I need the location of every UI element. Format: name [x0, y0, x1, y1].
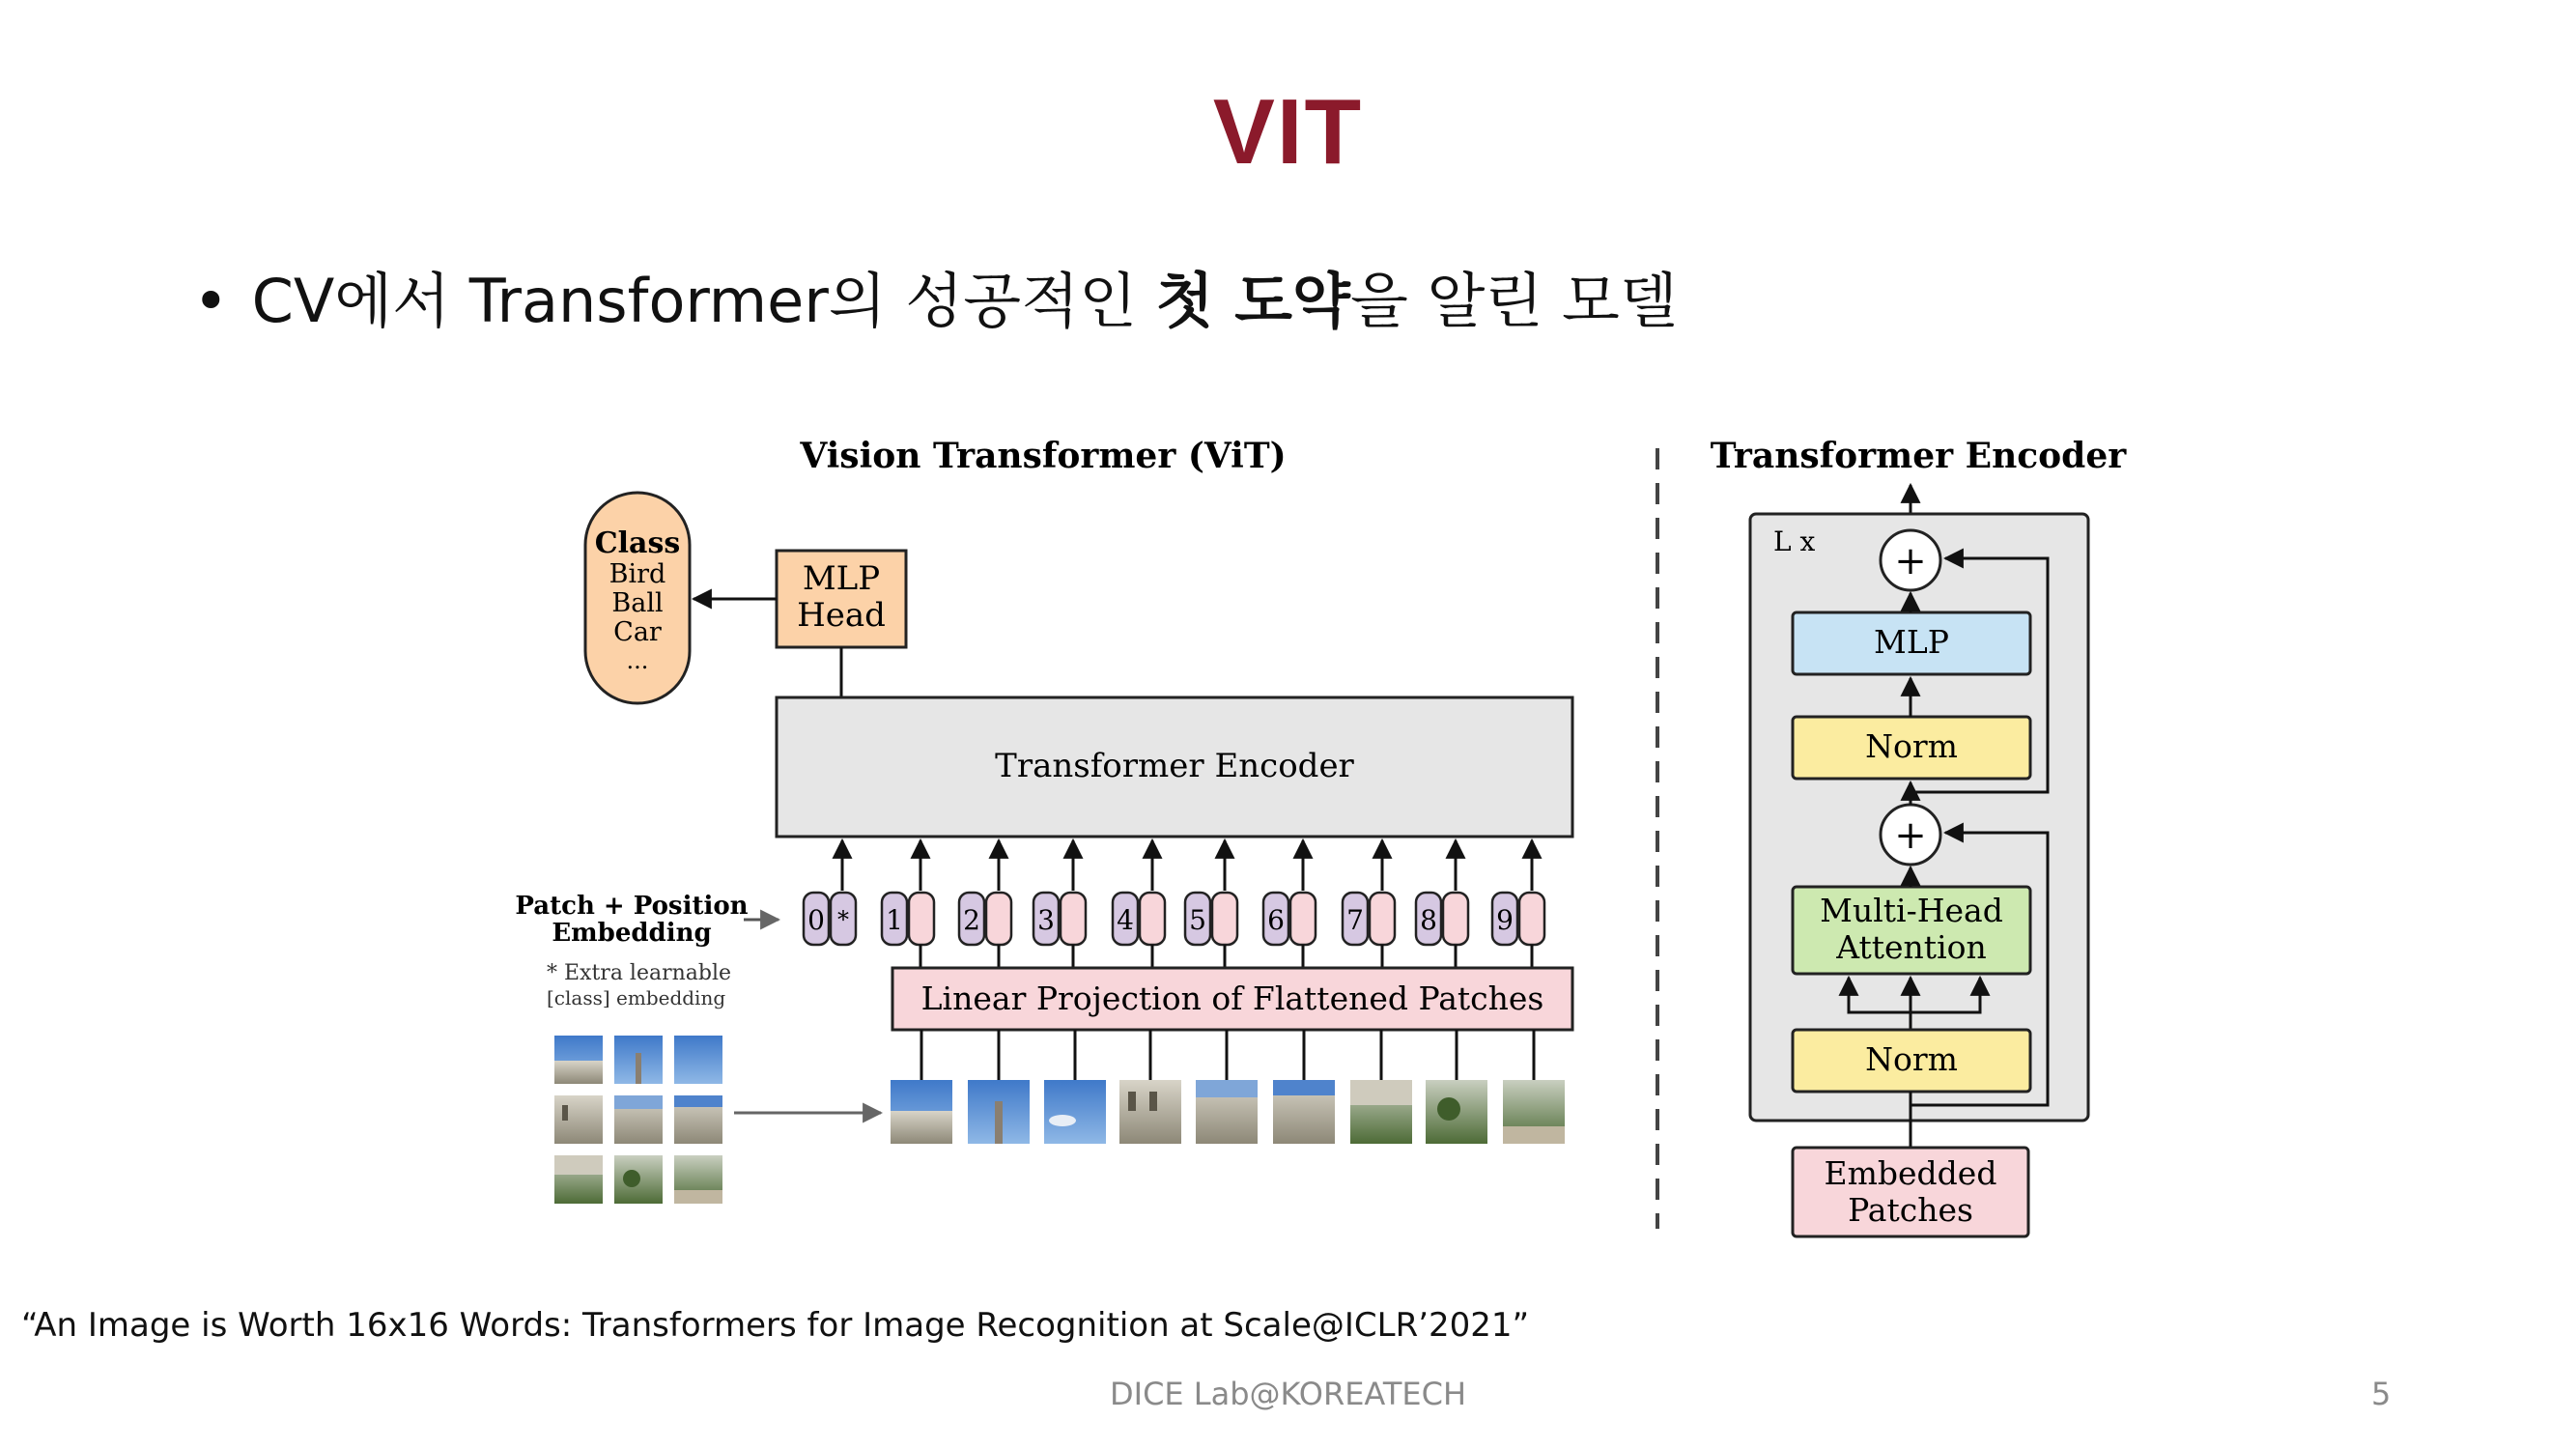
class-item-bird: Bird: [609, 559, 666, 589]
class-title: Class: [594, 526, 681, 560]
flattened-patch-sequence: [891, 1080, 1565, 1144]
grid-tile: [674, 1095, 722, 1144]
patch-to-projection-lines: [921, 1030, 1534, 1080]
encoder-mlp-label: MLP: [1874, 623, 1949, 661]
class-item-ball: Ball: [611, 588, 664, 618]
token-label-5: 5: [1189, 904, 1206, 936]
bullet-dot: •: [193, 266, 229, 336]
footer-lab: DICE Lab@KOREATECH: [1109, 1376, 1466, 1412]
grid-tile: [614, 1036, 663, 1084]
patch-label-line2: Embedding: [552, 919, 712, 948]
token-6: [1263, 893, 1316, 945]
bullet-part2: 을 알린 모델: [1349, 266, 1678, 336]
vit-title: Vision Transformer (ViT): [800, 436, 1287, 476]
token-8: [1416, 893, 1468, 945]
patch-image: [1119, 1080, 1181, 1144]
bullet-bold: 첫 도약: [1155, 266, 1350, 336]
patch-image: [891, 1080, 952, 1144]
token-label-8: 8: [1420, 904, 1437, 936]
class-item-car: Car: [613, 617, 662, 647]
grid-tile: [614, 1155, 663, 1204]
token-label-3: 3: [1037, 904, 1055, 936]
grid-tile: [554, 1155, 603, 1204]
class-token-star: *: [837, 906, 849, 933]
grid-tile: [674, 1036, 722, 1084]
source-image-grid: [554, 1036, 722, 1204]
encoder-title: Transformer Encoder: [1710, 436, 2127, 476]
mlp-head-line1: MLP: [802, 559, 881, 598]
token-3: [1033, 893, 1086, 945]
embedded-line1: Embedded: [1824, 1154, 1997, 1192]
token-2: [959, 893, 1011, 945]
patch-label-line1: Patch + Position: [515, 892, 749, 921]
grid-tile: [614, 1095, 663, 1144]
patch-image: [1044, 1080, 1106, 1144]
token-5: [1185, 893, 1237, 945]
page-number: 5: [2371, 1376, 2392, 1412]
mlp-head-line2: Head: [797, 596, 886, 635]
attention-line1: Multi-Head: [1820, 892, 2003, 929]
token-label-9: 9: [1496, 904, 1514, 936]
token-label-4: 4: [1117, 904, 1134, 936]
patch-image: [1426, 1080, 1487, 1144]
token-7: [1343, 893, 1395, 945]
token-label-2: 2: [963, 904, 980, 936]
token-label-0: 0: [807, 904, 825, 936]
token-to-encoder-arrows: [842, 840, 1532, 891]
patch-image: [1503, 1080, 1565, 1144]
token-label-1: 1: [886, 904, 903, 936]
note-line2: [class] embedding: [547, 986, 726, 1009]
patch-image: [1196, 1080, 1258, 1144]
transformer-encoder-label: Transformer Encoder: [995, 747, 1354, 785]
plus-label-upper: +: [1894, 539, 1927, 583]
class-token: [804, 893, 856, 945]
embedded-line2: Patches: [1848, 1191, 1973, 1229]
class-item-more: ...: [626, 647, 649, 674]
grid-tile: [674, 1155, 722, 1204]
grid-tile: [554, 1036, 603, 1084]
grid-tile: [554, 1095, 603, 1144]
bullet-part1: CV에서 Transformer의 성공적인: [251, 266, 1156, 336]
token-9: [1492, 893, 1544, 945]
note-line1: * Extra learnable: [547, 961, 732, 985]
token-4: [1113, 893, 1165, 945]
token-label-7: 7: [1346, 904, 1364, 936]
patch-image: [968, 1080, 1030, 1144]
encoder-norm-upper-label: Norm: [1865, 727, 1958, 765]
attention-line2: Attention: [1836, 928, 1987, 966]
patch-image: [1273, 1080, 1335, 1144]
projection-to-token-lines: [920, 945, 1532, 968]
repeat-label: L x: [1773, 526, 1816, 557]
token-label-6: 6: [1267, 904, 1285, 936]
linear-projection-label: Linear Projection of Flattened Patches: [920, 980, 1544, 1017]
token-1: [882, 893, 934, 945]
citation: “An Image is Worth 16x16 Words: Transformers for Image Recognition at Scale@ICLR’2021”: [21, 1306, 1530, 1345]
slide-title: VIT: [1212, 80, 1364, 184]
plus-label-lower: +: [1894, 813, 1927, 858]
encoder-norm-lower-label: Norm: [1865, 1040, 1958, 1078]
patch-image: [1350, 1080, 1412, 1144]
